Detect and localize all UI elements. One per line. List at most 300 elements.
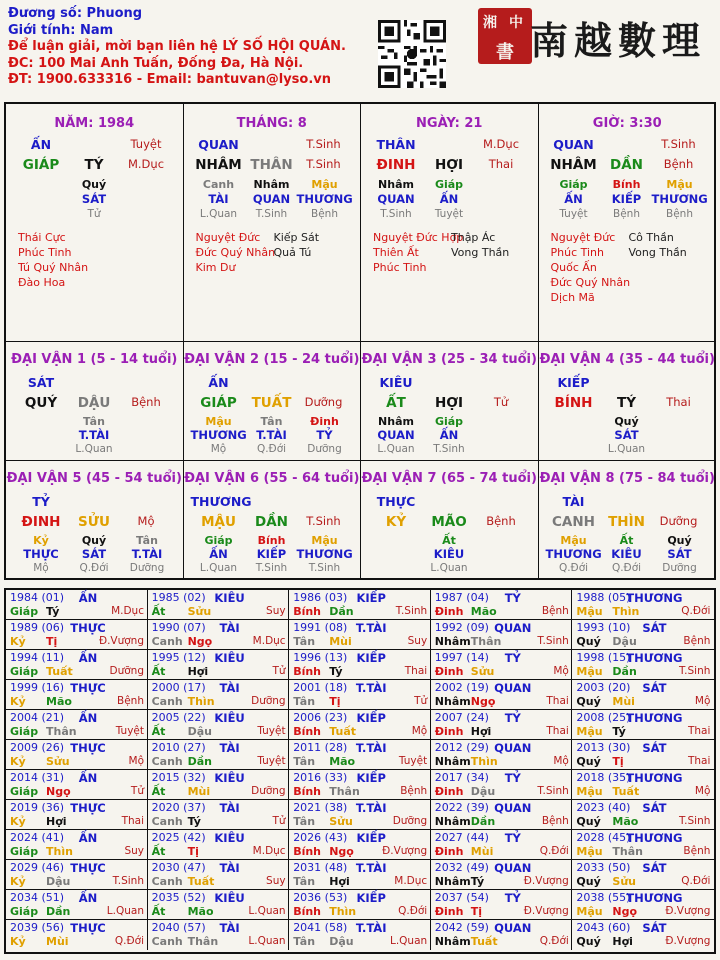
year-label: 2031 (48) (293, 861, 348, 874)
year-cell (572, 710, 714, 740)
hidden-stage: Tử (87, 208, 101, 220)
year-ten-god: SÁT (642, 861, 667, 875)
year-ten-god: KIÊU (214, 831, 245, 845)
year-ten-god: ẤN (78, 831, 98, 845)
year-stem: Mậu (576, 785, 603, 798)
year-stem: Nhâm (434, 875, 471, 888)
hidden-stem: Quý (81, 534, 107, 547)
hidden-ten-god: THƯƠNG (296, 192, 353, 206)
life-stage-top: T.Sinh (661, 137, 696, 151)
year-label: 2009 (26) (10, 741, 65, 754)
year-label: 2025 (42) (151, 831, 206, 844)
hidden-stem: Giáp (559, 178, 588, 191)
year-cell (148, 890, 290, 920)
year-stem: Tân (293, 635, 316, 648)
year-ten-god: KIÊU (214, 711, 245, 725)
ten-god-top: QUAN (198, 137, 239, 152)
heavenly-stem: GIÁP (200, 395, 237, 411)
ten-god-top: TÀI (562, 494, 585, 509)
seal-char: 中 (509, 15, 523, 31)
dai-van-cell (539, 461, 717, 580)
year-cell (6, 770, 148, 800)
year-life-stage: Bệnh (117, 695, 144, 707)
year-branch: Thân (612, 845, 643, 858)
earthly-branch: HỢI (434, 395, 464, 411)
life-stage-top: M.Dục (482, 137, 520, 151)
year-label: 2020 (37) (151, 801, 206, 814)
year-ten-god: KIÊU (214, 651, 245, 665)
earthly-branch: DẦN (255, 514, 288, 530)
year-ten-god: QUAN (494, 621, 532, 635)
year-cell (431, 620, 573, 650)
year-life-stage: Mộ (694, 695, 711, 707)
star-label: Đức Quý Nhân (550, 276, 631, 289)
hidden-ten-god: THƯƠNG (651, 192, 708, 206)
year-ten-god: SÁT (642, 801, 667, 815)
star-label: Phúc Tinh (373, 261, 427, 274)
year-ten-god: SÁT (642, 681, 667, 695)
year-stem: Kỷ (10, 695, 26, 708)
year-life-stage: Q.Đới (114, 935, 144, 947)
year-label: 2005 (22) (151, 711, 206, 724)
year-life-stage: Suy (266, 605, 286, 617)
hidden-ten-god: ẤN (564, 192, 583, 206)
earthly-branch: TUẤT (251, 395, 292, 411)
chart-main-table (4, 102, 716, 580)
year-ten-god: TỶ (504, 711, 521, 725)
year-life-stage: Mộ (694, 785, 711, 797)
year-label: 2024 (41) (10, 831, 65, 844)
year-branch: Tý (612, 725, 626, 738)
hidden-ten-god: SÁT (667, 547, 692, 561)
hidden-stage: Dưỡng (662, 562, 697, 574)
year-cell (431, 890, 573, 920)
star-label: Quốc Ấn (550, 261, 597, 274)
year-stem: Canh (151, 875, 183, 888)
year-life-stage: M.Dục (394, 875, 428, 887)
year-branch: Sửu (470, 665, 495, 678)
year-ten-god: THỰC (70, 801, 106, 815)
year-life-stage: T.Sinh (395, 605, 428, 617)
year-cell (572, 860, 714, 890)
year-ten-god: THỰC (70, 621, 106, 635)
year-life-stage: Mộ (553, 665, 569, 677)
year-label: 1999 (16) (10, 681, 65, 694)
year-ten-god: ẤN (78, 651, 98, 665)
year-branch: Tý (329, 665, 343, 678)
year-stem: Kỷ (10, 935, 26, 948)
year-stem: Nhâm (434, 815, 471, 828)
hidden-stem: Tân (136, 534, 158, 547)
year-cell (289, 710, 431, 740)
life-stage: Bệnh (663, 157, 694, 171)
dai-van-title: ĐẠI VẬN 1 (5 - 14 tuổi) (11, 352, 178, 367)
year-ten-god: T.TÀI (355, 681, 387, 695)
year-life-stage: T.Sinh (678, 665, 711, 677)
year-branch: Ngọ (187, 635, 213, 648)
year-cell (148, 590, 290, 620)
ten-god-top: ẤN (30, 137, 52, 152)
year-ten-god: THƯƠNG (626, 591, 683, 605)
year-label: 1990 (07) (151, 621, 206, 634)
hidden-stem: Quý (667, 534, 692, 547)
address-line: ĐC: 100 Mai Anh Tuấn, Đống Đa, Hà Nội. (8, 55, 304, 71)
year-life-stage: M.Dục (252, 635, 286, 647)
year-cell (431, 860, 573, 890)
year-branch: Mùi (612, 695, 635, 708)
year-stem: Kỷ (10, 815, 26, 828)
year-life-stage: Bệnh (683, 635, 711, 647)
year-stem: Kỷ (10, 755, 26, 768)
year-life-stage: Suy (407, 635, 428, 647)
hidden-stage: Tuyệt (434, 208, 464, 220)
hidden-ten-god: KIẾP (256, 547, 287, 561)
year-ten-god: THƯƠNG (626, 891, 683, 905)
heavenly-stem: NHÂM (550, 157, 597, 173)
life-stage: Dưỡng (304, 395, 343, 409)
year-life-stage: Q.Đới (539, 845, 569, 857)
year-ten-god: SÁT (642, 921, 667, 935)
year-stem: Bính (293, 725, 322, 738)
hidden-ten-god: T.TÀI (131, 547, 163, 561)
year-cell (289, 830, 431, 860)
year-cell (6, 830, 148, 860)
year-stem: Tân (293, 755, 316, 768)
year-ten-god: SÁT (642, 621, 667, 635)
pillar-title: THÁNG: 8 (236, 116, 307, 131)
year-cell (148, 920, 290, 950)
year-ten-god: QUAN (494, 921, 532, 935)
star-label: Kim Dư (195, 261, 236, 274)
year-label: 2021 (38) (293, 801, 348, 814)
hidden-stem: Quý (81, 178, 107, 191)
qr-code-icon[interactable] (378, 20, 446, 88)
hidden-ten-god: ẤN (209, 547, 228, 561)
earthly-branch: TÝ (84, 157, 104, 173)
year-branch: Thân (46, 725, 77, 738)
hidden-stage: L.Quan (199, 208, 238, 220)
year-ten-god: QUAN (494, 801, 532, 815)
year-ten-god: THỰC (70, 861, 106, 875)
year-stem: Ất (151, 845, 166, 858)
dai-van-cell (184, 461, 362, 580)
year-life-stage: Q.Đới (681, 875, 711, 887)
year-cell (289, 680, 431, 710)
hidden-stem: Ất (442, 534, 456, 547)
star-label: Tú Quý Nhân (18, 261, 89, 274)
year-life-stage: Thai (546, 695, 569, 707)
year-branch: Mão (46, 695, 72, 708)
year-stem: Tân (293, 695, 316, 708)
hidden-ten-god: T.TÀI (78, 428, 110, 442)
year-ten-god: KIÊU (214, 891, 245, 905)
year-label: 2002 (19) (434, 681, 489, 694)
year-branch: Tý (187, 815, 201, 828)
year-label: 2035 (52) (151, 891, 206, 904)
ten-god-top: TỶ (32, 494, 50, 509)
year-life-stage: Mộ (411, 725, 428, 737)
earthly-branch: MÃO (431, 514, 467, 530)
year-cell (572, 620, 714, 650)
year-branch: Thìn (187, 695, 215, 708)
heavenly-stem: NHÂM (195, 157, 242, 173)
year-ten-god: QUAN (494, 681, 532, 695)
year-branch: Sửu (46, 755, 70, 768)
year-life-stage: Q.Đới (539, 935, 569, 947)
year-label: 2028 (45) (576, 831, 631, 844)
year-life-stage: T.Sinh (112, 875, 144, 887)
year-label: 2000 (17) (151, 681, 206, 694)
year-cell (289, 590, 431, 620)
year-branch: Mùi (187, 785, 211, 798)
year-life-stage: L.Quan (106, 905, 144, 917)
hidden-stage: T.Sinh (433, 443, 465, 455)
year-ten-god: KIẾP (356, 711, 386, 725)
year-label: 1996 (13) (293, 651, 348, 664)
year-life-stage: Mộ (128, 755, 144, 767)
year-branch: Sửu (612, 875, 636, 888)
year-ten-god: KIÊU (214, 771, 245, 785)
star-label: Cô Thần (628, 231, 674, 244)
year-cell (431, 800, 573, 830)
ten-god-top: ẤN (208, 375, 229, 390)
ten-god-top: SÁT (27, 375, 55, 390)
hidden-ten-god: TÀI (208, 192, 229, 206)
hidden-ten-god: SÁT (81, 192, 107, 206)
brand-logo (478, 6, 718, 66)
year-branch: Dần (187, 755, 212, 768)
year-ten-god: T.TÀI (355, 801, 387, 815)
year-label: 2027 (44) (434, 831, 489, 844)
year-cell (148, 620, 290, 650)
earthly-branch: SỬU (78, 514, 110, 530)
year-life-stage: Đ.Vượng (98, 635, 144, 647)
year-label: 2012 (29) (434, 741, 489, 754)
hidden-stage: T.Sinh (308, 562, 341, 574)
year-cell (6, 680, 148, 710)
year-cell (6, 920, 148, 950)
year-stem: Quý (576, 755, 601, 768)
year-cell (289, 860, 431, 890)
year-branch: Tuất (329, 725, 356, 738)
heavenly-stem: MẬU (201, 514, 236, 530)
heavenly-stem: KỶ (385, 514, 407, 530)
year-label: 2006 (23) (293, 711, 348, 724)
seal-char: 書 (496, 42, 514, 63)
year-cell (431, 650, 573, 680)
year-branch: Tý (46, 605, 60, 618)
hidden-stage: Bệnh (666, 208, 693, 220)
year-branch: Hợi (612, 935, 633, 948)
year-life-stage: Thai (687, 755, 711, 767)
phone-email-line: ĐT: 1900.633316 - Email: bantuvan@lyso.vn (8, 72, 332, 87)
year-life-stage: Thai (687, 725, 711, 737)
ten-god-top: THƯƠNG (190, 494, 252, 509)
pillar-cell (6, 104, 184, 342)
hidden-stage: L.Quan (75, 443, 113, 455)
hidden-stage: Q.Đới (79, 562, 109, 574)
year-cell (148, 860, 290, 890)
ten-god-top: THÂN (376, 137, 416, 152)
year-stem: Bính (293, 665, 322, 678)
year-branch: Thân (470, 635, 502, 648)
year-ten-god: TỶ (504, 891, 521, 905)
hidden-stem: Bính (257, 534, 286, 547)
year-label: 1984 (01) (10, 591, 65, 604)
life-stage: Thai (666, 395, 691, 409)
year-label: 1991 (08) (293, 621, 348, 634)
star-label: Kiếp Sát (273, 231, 320, 244)
year-branch: Tuất (187, 875, 215, 888)
year-stem: Canh (151, 815, 183, 828)
hidden-stage: T.Sinh (255, 208, 288, 220)
year-label: 2015 (32) (151, 771, 206, 784)
year-ten-god: TỶ (504, 591, 521, 605)
hidden-stem: Mậu (311, 534, 338, 547)
year-stem: Bính (293, 905, 322, 918)
year-cell (289, 800, 431, 830)
year-branch: Mão (470, 605, 497, 618)
year-label: 2018 (35) (576, 771, 631, 784)
year-label: 2040 (57) (151, 921, 206, 934)
heavenly-stem: ĐINH (376, 157, 416, 173)
year-stem: Đinh (434, 665, 464, 678)
year-stem: Tân (293, 875, 316, 888)
year-ten-god: KIÊU (214, 591, 245, 605)
ten-god-top: QUAN (553, 137, 594, 152)
hidden-stem: Bính (612, 178, 641, 191)
year-life-stage: Thai (546, 725, 569, 737)
hidden-stage: Dưỡng (129, 562, 165, 574)
star-label: Vong Thần (628, 246, 687, 259)
hidden-stage: Bệnh (613, 208, 640, 220)
year-ten-god: THƯƠNG (626, 771, 683, 785)
hidden-stage: Q.Đới (558, 562, 589, 574)
hidden-stage: T.Sinh (255, 562, 288, 574)
dai-van-title: ĐẠI VẬN 8 (75 - 84 tuổi) (539, 471, 715, 486)
year-cell (572, 740, 714, 770)
life-stage: Thai (488, 157, 514, 171)
star-label: Quả Tú (273, 246, 312, 259)
year-branch: Tuất (470, 935, 498, 948)
year-label: 2042 (59) (434, 921, 489, 934)
year-life-stage: T.Sinh (678, 815, 711, 827)
year-life-stage: L.Quan (248, 935, 286, 947)
year-life-stage: Đ.Vượng (523, 875, 569, 887)
ten-god-top: THỰC (376, 494, 416, 509)
star-label: Nguyệt Đức (195, 231, 261, 244)
pillar-title: GIỜ: 3:30 (592, 116, 662, 131)
year-label: 1997 (14) (434, 651, 489, 664)
year-label: 2026 (43) (293, 831, 348, 844)
year-branch: Dậu (46, 875, 71, 888)
year-branch: Mùi (329, 635, 352, 648)
auspicious-stars (551, 230, 631, 305)
year-stem: Giáp (10, 605, 39, 618)
year-cell (431, 710, 573, 740)
year-label: 2043 (60) (576, 921, 631, 934)
year-life-stage: Mộ (553, 755, 569, 767)
year-label: 2038 (55) (576, 891, 631, 904)
year-stem: Đinh (434, 905, 464, 918)
brand-title: 南越數理 (530, 18, 707, 63)
auspicious-stars (18, 230, 88, 290)
year-cell (431, 920, 573, 950)
year-branch: Tị (470, 905, 483, 918)
hidden-ten-god: QUAN (252, 192, 291, 206)
heavenly-stem: ẤT (386, 395, 406, 411)
dai-van-cell (6, 461, 184, 580)
year-branch: Thìn (329, 905, 357, 918)
hidden-stem: Mậu (560, 534, 587, 547)
year-branch: Dần (329, 605, 354, 618)
life-stage: Tử (493, 395, 509, 409)
hidden-stem: Đinh (310, 415, 339, 428)
year-stem: Ất (151, 605, 166, 618)
owner-info (8, 6, 388, 89)
year-label: 2036 (53) (293, 891, 348, 904)
year-stem: Quý (576, 635, 601, 648)
year-branch: Mão (612, 815, 639, 828)
year-label: 2041 (58) (293, 921, 348, 934)
year-label: 1989 (06) (10, 621, 65, 634)
year-label: 1998 (15) (576, 651, 631, 664)
year-life-stage: Bệnh (683, 845, 711, 857)
year-life-stage: Đ.Vượng (665, 905, 711, 917)
year-label: 2017 (34) (434, 771, 489, 784)
hidden-stem: Ất (619, 534, 634, 547)
year-ten-god: ẤN (78, 771, 98, 785)
year-branch: Sửu (187, 605, 212, 618)
year-life-stage: Thai (404, 665, 428, 677)
year-cell (431, 590, 573, 620)
dai-van-cell (361, 342, 539, 461)
year-cell (6, 620, 148, 650)
star-label: Vong Thần (451, 246, 510, 259)
dai-van-cell (184, 342, 362, 461)
year-ten-god: THỰC (70, 741, 106, 755)
year-stem: Nhâm (434, 635, 471, 648)
year-stem: Quý (576, 815, 601, 828)
year-cell (148, 680, 290, 710)
year-branch: Thân (187, 935, 219, 948)
inauspicious-stars (629, 230, 687, 260)
year-cell (572, 590, 714, 620)
life-stage-top: T.Sinh (306, 137, 341, 151)
year-cell (148, 740, 290, 770)
year-ten-god: T.TÀI (355, 741, 387, 755)
year-life-stage: Suy (266, 875, 286, 887)
year-branch: Tị (46, 635, 58, 648)
year-stem: Mậu (576, 905, 603, 918)
year-label: 2022 (39) (434, 801, 489, 814)
year-stem: Giáp (10, 725, 39, 738)
year-stem: Quý (576, 695, 601, 708)
pillar-cell (184, 104, 362, 342)
year-stem: Mậu (576, 605, 603, 618)
hidden-stage: Tuyệt (559, 208, 588, 220)
year-label: 2008 (25) (576, 711, 631, 724)
star-label: Đào Hoa (18, 276, 66, 289)
year-branch: Ngọ (612, 905, 638, 918)
year-branch: Sửu (329, 815, 353, 828)
star-label: Phúc Tinh (18, 246, 72, 259)
hidden-stage: Mộ (210, 443, 227, 455)
year-life-stage: Tử (272, 815, 286, 827)
year-label: 1988 (05) (576, 591, 631, 604)
year-stem: Đinh (434, 605, 464, 618)
year-life-stage: Đ.Vượng (665, 935, 711, 947)
